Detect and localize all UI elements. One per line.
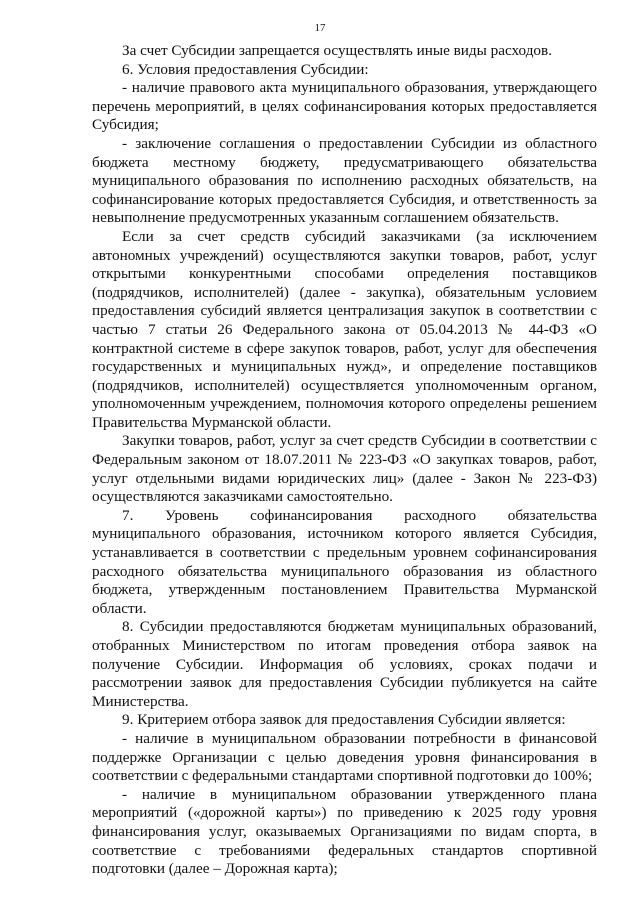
page-number: 17 [314, 22, 326, 34]
paragraph-legal-act: - наличие правового акта муниципального образования, утверждающего перечень мероприятий, в целях софинансирования которых предоставляется Субсидия; [92, 79, 597, 134]
section-7-cofinancing: 7. Уровень софинансирования расходного обязательства муниципального образования, источником которого является Субсидия, устанавливается в соответствии с предельным уровнем софинансирования расходного обязательства муниципального образования из областного бюджета, утвержденным постановлением Правительства Мурманской области. [92, 506, 597, 617]
paragraph-procurement-centralization: Если за счет средств субсидий заказчиками (за исключением автономных учреждений) осуществляются закупки товаров, работ, услуг открытыми конкурентными способами определения поставщиков (подрядчиков, исполнителей) (далее - закупка), обязательным условием предоставления субсидий является централизация закупок в соответствии с частью 7 статьи 26 Федерального закона от 05.04.2013 № 44-ФЗ «О контрактной системе в сфере закупок товаров, работ, услуг для обеспечения государственных и муниципальных нужд», и определение поставщиков (подрядчиков, исполнителей) осуществляется уполномоченным органом, уполномоченным учреждением, полномочия которого определены решением Правительства Мурманской области. [92, 227, 597, 431]
paragraph-agreement: - заключение соглашения о предоставлении Субсидии из областного бюджета местному бюджету, предусматривающего обязательства муниципального образования по исполнению расходных обязательств, на софинансирование которых предоставляется Субсидия, и ответственность за невыполнение предусмотренных указанным соглашением обязательств. [92, 134, 597, 227]
paragraph-223fz-procurement: Закупки товаров, работ, услуг за счет средств Субсидии в соответствии с Федеральным законом от 18.07.2011 № 223-ФЗ «О закупках товаров, работ, услуг отдельными видами юридических лиц» (далее - Закон № 223-ФЗ) осуществляются заказчиками самостоятельно. [92, 432, 597, 506]
section-9-heading: 9. Критерием отбора заявок для предоставления Субсидии является: [122, 711, 566, 729]
section-6-heading: 6. Условия предоставления Субсидии: [122, 60, 369, 78]
paragraph-criterion-roadmap: - наличие в муниципальном образовании утвержденного плана мероприятий («дорожной карты») по приведению к 2025 году уровня финансирования услуг, оказываемых Организациями по видам спорта, в соответствие с требованиями федеральных стандартов спортивной подготовки (далее – Дорожная карта); [92, 785, 597, 878]
section-8-selection: 8. Субсидии предоставляются бюджетам муниципальных образований, отобранных Министерством по итогам проведения отбора заявок на получение Субсидии. Информация об условиях, сроках подачи и рассмотрении заявок для предоставления Субсидии публикуется на сайте Министерства. [92, 618, 597, 710]
document-body [92, 42, 597, 879]
paragraph-criterion-need: - наличие в муниципальном образовании потребности в финансовой поддержке Организации с целью доведения уровня финансирования в соответствии с федеральными стандартами спортивной подготовки до 100%; [92, 729, 597, 785]
paragraph-expense-restriction: За счет Субсидии запрещается осуществлять иные виды расходов. [122, 42, 552, 59]
